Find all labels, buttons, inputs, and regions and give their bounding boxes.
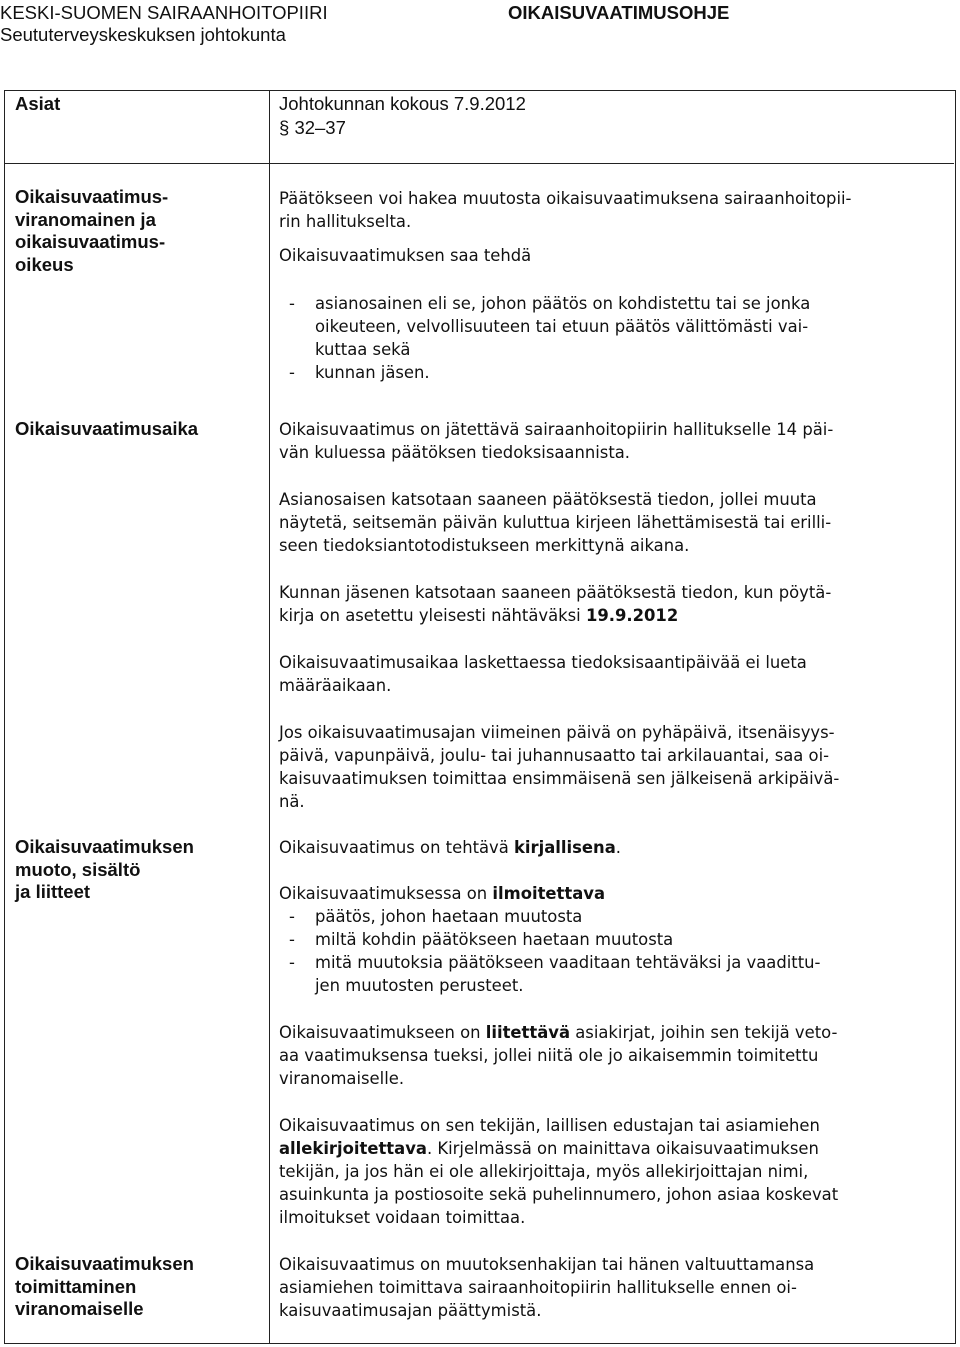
label-period: Oikaisuvaatimusaika bbox=[15, 418, 199, 439]
text-line: seen tiedoksiantotodistukseen merkittynä aikana. bbox=[279, 536, 690, 555]
emphasis: allekirjoitettava bbox=[279, 1139, 427, 1158]
list-item bbox=[279, 928, 949, 951]
text-line: aa vaatimuksensa tueksi, jollei niitä ole jo aikaisemmin toimitettu bbox=[279, 1046, 819, 1065]
text-line: Oikaisuvaatimus on jätettävä sairaanhoitopiirin hallitukselle 14 päi- bbox=[279, 420, 834, 439]
text-fragment: . Kirjelmässä on mainittava oikaisuvaatimuksen bbox=[426, 1139, 819, 1158]
form-written bbox=[279, 836, 949, 859]
delivery-paragraph bbox=[279, 1253, 949, 1322]
text-line bbox=[279, 1137, 949, 1160]
column-divider bbox=[269, 91, 270, 1343]
label-line: oikaisuvaatimus- bbox=[15, 231, 166, 252]
authority-who-can: Oikaisuvaatimuksen saa tehdä bbox=[279, 246, 532, 265]
section-range bbox=[279, 116, 949, 140]
text-line: asianosainen eli se, johon päätös on kohdistettu tai se jonka bbox=[315, 294, 811, 313]
text-line bbox=[279, 1021, 949, 1044]
text-fragment: Oikaisuvaatimukseen on bbox=[279, 1023, 486, 1042]
label-line: muoto, sisältö bbox=[15, 858, 141, 880]
period-member-notice bbox=[279, 581, 949, 627]
text-line: Oikaisuvaatimus on sen tekijän, laillisen edustajan tai asiamiehen bbox=[279, 1116, 820, 1135]
publication-date: 19.9.2012 bbox=[585, 606, 679, 625]
list-item bbox=[279, 292, 949, 361]
text-line: Kunnan jäsenen katsotaan saaneen päätöksestä tiedon, kun pöytä- bbox=[279, 583, 832, 602]
text-line: ilmoitukset voidaan toimittaa. bbox=[279, 1208, 526, 1227]
label-line: Oikaisuvaatimuksen bbox=[15, 836, 194, 857]
dash-bullet: - bbox=[289, 930, 295, 949]
label-line: viranomaiselle bbox=[15, 1298, 144, 1319]
dash-bullet: - bbox=[289, 953, 295, 972]
text-fragment: . bbox=[615, 838, 621, 857]
label-line: ja liitteet bbox=[15, 881, 91, 902]
list-item bbox=[279, 361, 949, 384]
delivery-content bbox=[279, 1253, 949, 1322]
text-line: mitä muutoksia päätökseen vaaditaan tehtäväksi ja vaadittu- bbox=[315, 953, 821, 972]
text-line: kunnan jäsen. bbox=[315, 363, 430, 382]
label-line: Oikaisuvaatimuksen bbox=[15, 1253, 194, 1274]
form-content bbox=[279, 836, 949, 1229]
meeting-info bbox=[279, 92, 949, 140]
text-line: asuinkunta ja postiosoite sekä puhelinnumero, johon asiaa koskevat bbox=[279, 1185, 839, 1204]
form-signature bbox=[279, 1114, 949, 1229]
period-deadline bbox=[279, 418, 949, 464]
required-info-list bbox=[279, 905, 949, 997]
section-symbol: § bbox=[279, 117, 290, 138]
authority-list bbox=[279, 292, 949, 384]
text-line: Oikaisuvaatimus on muutoksenhakijan tai hänen valtuuttamansa bbox=[279, 1255, 815, 1274]
dash-bullet: - bbox=[289, 907, 295, 926]
label-asiat: Asiat bbox=[15, 93, 61, 114]
label-line: viranomainen ja bbox=[15, 208, 156, 230]
text-line: päivä, vapunpäivä, joulu- tai juhannusaatto tai arkilauantai, saa oi- bbox=[279, 746, 830, 765]
period-content bbox=[279, 418, 949, 813]
text-line: Asianosaisen katsotaan saaneen päätöksestä tiedon, jollei muuta bbox=[279, 490, 817, 509]
document-header bbox=[0, 0, 960, 80]
emphasis: ilmoitettava bbox=[492, 884, 606, 903]
text-line: jen muutosten perusteet. bbox=[315, 976, 524, 995]
list-item bbox=[279, 951, 949, 997]
text-line: rin hallitukselta. bbox=[279, 212, 412, 231]
text-line: kaisuvaatimusajan päättymistä. bbox=[279, 1301, 542, 1320]
label-line: Oikaisuvaatimus- bbox=[15, 186, 169, 207]
period-party-notice bbox=[279, 488, 949, 557]
text-line: Jos oikaisuvaatimusajan viimeinen päivä on pyhäpäivä, itsenäisyys- bbox=[279, 723, 835, 742]
text-line: tekijän, ja jos hän ei ole allekirjoittaja, myös allekirjoittajan nimi, bbox=[279, 1162, 809, 1181]
label-form bbox=[15, 836, 265, 904]
document-type-title: OIKAISUVAATIMUSOHJE bbox=[508, 2, 730, 23]
text-line: päätös, johon haetaan muutosta bbox=[315, 907, 583, 926]
text-line: asiamiehen toimittava sairaanhoitopiirin hallitukselle ennen oi- bbox=[279, 1278, 797, 1297]
label-line: oikeus bbox=[15, 253, 74, 275]
form-required-info bbox=[279, 882, 949, 905]
text-line: miltä kohdin päätökseen haetaan muutosta bbox=[315, 930, 674, 949]
row-divider bbox=[5, 163, 954, 164]
authority-paragraph bbox=[279, 187, 949, 233]
emphasis: kirjallisena bbox=[514, 838, 616, 857]
text-line: viranomaiselle. bbox=[279, 1069, 405, 1088]
organization-name: KESKI-SUOMEN SAIRAANHOITOPIIRI bbox=[0, 2, 328, 23]
text-line: kuttaa sekä bbox=[315, 340, 411, 359]
text-fragment: kirja on asetettu yleisesti nähtäväksi bbox=[279, 606, 586, 625]
list-item bbox=[279, 905, 949, 928]
period-counting-rule bbox=[279, 651, 949, 697]
dash-bullet: - bbox=[289, 363, 295, 382]
text-line: Päätökseen voi hakea muutosta oikaisuvaatimuksena sairaanhoitopii- bbox=[279, 189, 852, 208]
organization-unit: Seututerveyskeskuksen johtokunta bbox=[0, 24, 286, 45]
instruction-table bbox=[4, 90, 956, 1344]
section-numbers: 32–37 bbox=[294, 117, 346, 138]
text-fragment: Oikaisuvaatimuksessa on bbox=[279, 884, 493, 903]
text-line: määräaikaan. bbox=[279, 676, 392, 695]
label-authority bbox=[15, 186, 265, 276]
emphasis: liitettävä bbox=[485, 1023, 571, 1042]
text-line: oikeuteen, velvollisuuteen tai etuun päätös välittömästi vai- bbox=[315, 317, 809, 336]
text-fragment: Oikaisuvaatimus on tehtävä bbox=[279, 838, 515, 857]
text-line: kaisuvaatimuksen toimittaa ensimmäisenä sen jälkeisenä arkipäivä- bbox=[279, 769, 840, 788]
text-line: näytetä, seitsemän päivän kuluttua kirjeen lähettämisestä tai erilli- bbox=[279, 513, 832, 532]
form-attachments bbox=[279, 1021, 949, 1090]
text-fragment: asiakirjat, joihin sen tekijä veto- bbox=[570, 1023, 838, 1042]
authority-content bbox=[279, 187, 949, 384]
dash-bullet: - bbox=[289, 294, 295, 313]
meeting-title: Johtokunnan kokous 7.9.2012 bbox=[279, 93, 526, 114]
label-line: toimittaminen bbox=[15, 1275, 137, 1297]
text-line: nä. bbox=[279, 792, 305, 811]
period-holiday-rule bbox=[279, 721, 949, 813]
text-line: vän kuluessa päätöksen tiedoksisaannista. bbox=[279, 443, 630, 462]
text-line bbox=[279, 604, 949, 627]
label-delivery bbox=[15, 1253, 265, 1321]
text-line: Oikaisuvaatimusaikaa laskettaessa tiedoksisaantipäivää ei lueta bbox=[279, 653, 807, 672]
